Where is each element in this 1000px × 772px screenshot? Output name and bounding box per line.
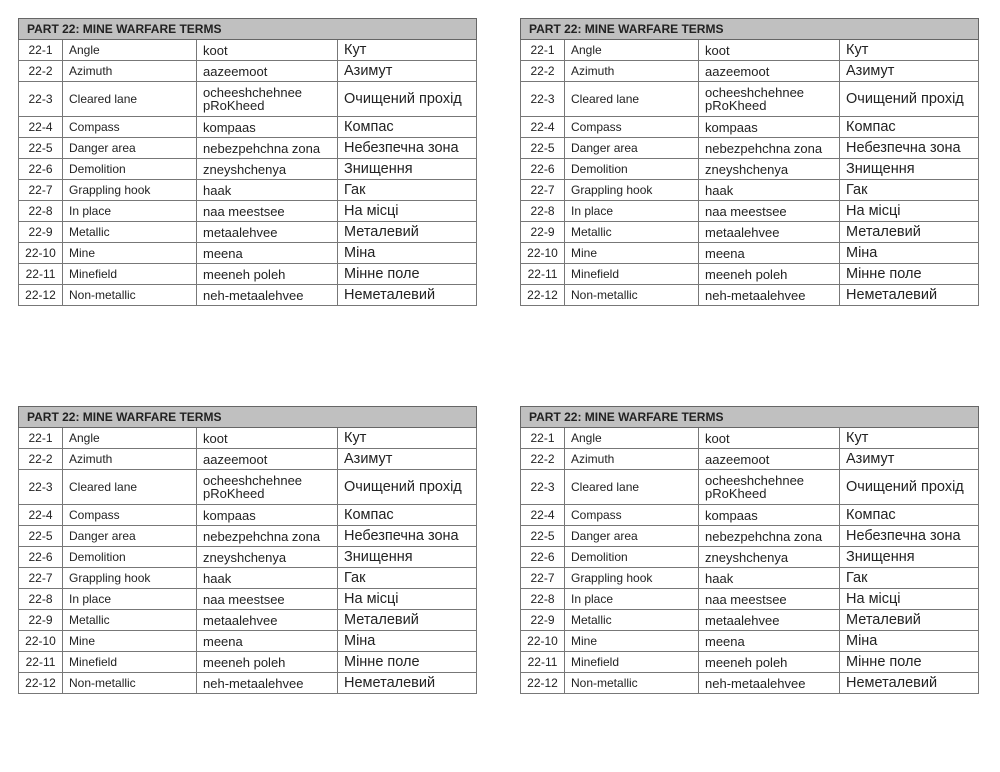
- term-number: 22-9: [521, 610, 565, 631]
- term-english: Compass: [63, 117, 197, 138]
- term-english: Azimuth: [63, 449, 197, 470]
- term-ukrainian: На місці: [338, 201, 477, 222]
- term-english: Grappling hook: [565, 180, 699, 201]
- term-transliteration: naa meestsee: [197, 589, 338, 610]
- term-english: Compass: [63, 505, 197, 526]
- term-transliteration: kompaas: [197, 505, 338, 526]
- term-ukrainian: На місці: [338, 589, 477, 610]
- term-ukrainian: Знищення: [840, 547, 979, 568]
- term-english: Metallic: [63, 222, 197, 243]
- term-transliteration: haak: [699, 568, 840, 589]
- term-ukrainian: Кут: [840, 428, 979, 449]
- term-row: [19, 82, 477, 117]
- term-transliteration: naa meestsee: [699, 589, 840, 610]
- term-english: Grappling hook: [63, 568, 197, 589]
- term-row: [521, 428, 979, 449]
- term-ukrainian: Металевий: [840, 222, 979, 243]
- term-row: [521, 568, 979, 589]
- term-ukrainian: Міна: [338, 243, 477, 264]
- term-english: Minefield: [565, 264, 699, 285]
- term-transliteration: koot: [699, 428, 840, 449]
- term-english: Demolition: [565, 547, 699, 568]
- term-transliteration: neh-metaalehvee: [197, 285, 338, 306]
- term-transliteration: meeneh poleh: [699, 264, 840, 285]
- term-row: [19, 222, 477, 243]
- term-row: [521, 82, 979, 117]
- term-ukrainian: Компас: [840, 117, 979, 138]
- term-number: 22-2: [521, 449, 565, 470]
- term-transliteration: meena: [197, 631, 338, 652]
- term-english: Metallic: [63, 610, 197, 631]
- term-number: 22-3: [521, 82, 565, 117]
- term-row: [19, 243, 477, 264]
- term-ukrainian: Гак: [338, 180, 477, 201]
- term-english: Danger area: [565, 138, 699, 159]
- term-row: [19, 117, 477, 138]
- term-ukrainian: Неметалевий: [338, 285, 477, 306]
- term-ukrainian: Неметалевий: [840, 673, 979, 694]
- term-english: Azimuth: [565, 449, 699, 470]
- term-ukrainian: Міна: [840, 631, 979, 652]
- term-transliteration: neh-metaalehvee: [699, 673, 840, 694]
- term-ukrainian: Очищений прохід: [338, 470, 477, 505]
- term-ukrainian: Знищення: [338, 159, 477, 180]
- term-row: [19, 285, 477, 306]
- term-english: Cleared lane: [565, 82, 699, 117]
- term-ukrainian: Знищення: [338, 547, 477, 568]
- term-row: [19, 180, 477, 201]
- term-ukrainian: На місці: [840, 589, 979, 610]
- term-row: [19, 264, 477, 285]
- term-ukrainian: Очищений прохід: [338, 82, 477, 117]
- term-english: Danger area: [565, 526, 699, 547]
- term-english: Mine: [565, 631, 699, 652]
- term-ukrainian: Компас: [840, 505, 979, 526]
- term-english: Demolition: [63, 159, 197, 180]
- term-row: [521, 652, 979, 673]
- term-ukrainian: Очищений прохід: [840, 82, 979, 117]
- term-row: [521, 285, 979, 306]
- term-english: Cleared lane: [565, 470, 699, 505]
- term-english: In place: [63, 589, 197, 610]
- term-transliteration: nebezpehchna zona: [699, 526, 840, 547]
- term-ukrainian: Небезпечна зона: [338, 138, 477, 159]
- term-card-1: [18, 18, 476, 306]
- term-row: [521, 631, 979, 652]
- term-row: [521, 526, 979, 547]
- term-number: 22-12: [521, 673, 565, 694]
- term-transliteration: zneyshchenya: [197, 547, 338, 568]
- term-number: 22-2: [19, 449, 63, 470]
- term-english: Non-metallic: [565, 285, 699, 306]
- term-english: Compass: [565, 117, 699, 138]
- term-row: [19, 470, 477, 505]
- term-ukrainian: На місці: [840, 201, 979, 222]
- term-ukrainian: Мінне поле: [840, 264, 979, 285]
- term-number: 22-12: [19, 673, 63, 694]
- term-row: [19, 526, 477, 547]
- term-card-4: [520, 406, 978, 694]
- term-row: [521, 589, 979, 610]
- term-transliteration: zneyshchenya: [699, 159, 840, 180]
- term-transliteration: meena: [197, 243, 338, 264]
- term-english: Non-metallic: [565, 673, 699, 694]
- term-english: Angle: [565, 428, 699, 449]
- term-transliteration: metaalehvee: [699, 610, 840, 631]
- card-title: PART 22: MINE WARFARE TERMS: [19, 19, 477, 40]
- term-ukrainian: Гак: [840, 568, 979, 589]
- term-number: 22-6: [19, 547, 63, 568]
- term-english: In place: [63, 201, 197, 222]
- term-english: Grappling hook: [565, 568, 699, 589]
- term-row: [19, 568, 477, 589]
- term-transliteration: aazeemoot: [699, 449, 840, 470]
- term-row: [521, 243, 979, 264]
- term-english: Mine: [63, 631, 197, 652]
- term-number: 22-10: [19, 243, 63, 264]
- term-card-2: [520, 18, 978, 306]
- term-ukrainian: Очищений прохід: [840, 470, 979, 505]
- term-row: [521, 449, 979, 470]
- term-number: 22-10: [521, 631, 565, 652]
- term-number: 22-11: [521, 264, 565, 285]
- term-row: [521, 159, 979, 180]
- term-row: [521, 610, 979, 631]
- term-english: Mine: [565, 243, 699, 264]
- term-english: Non-metallic: [63, 673, 197, 694]
- terms-table: [520, 406, 979, 694]
- term-transliteration: aazeemoot: [699, 61, 840, 82]
- term-ukrainian: Кут: [338, 428, 477, 449]
- terms-table: [18, 406, 477, 694]
- term-ukrainian: Неметалевий: [338, 673, 477, 694]
- term-english: Minefield: [63, 652, 197, 673]
- term-english: Demolition: [63, 547, 197, 568]
- term-number: 22-8: [521, 201, 565, 222]
- term-number: 22-11: [19, 264, 63, 285]
- term-row: [521, 40, 979, 61]
- term-number: 22-10: [521, 243, 565, 264]
- term-number: 22-3: [19, 82, 63, 117]
- term-english: Azimuth: [63, 61, 197, 82]
- term-number: 22-11: [521, 652, 565, 673]
- term-ukrainian: Мінне поле: [338, 652, 477, 673]
- term-transliteration: kompaas: [197, 117, 338, 138]
- term-row: [521, 673, 979, 694]
- term-number: 22-4: [19, 117, 63, 138]
- term-transliteration: meeneh poleh: [197, 264, 338, 285]
- term-transliteration: neh-metaalehvee: [197, 673, 338, 694]
- term-transliteration: meena: [699, 631, 840, 652]
- term-number: 22-7: [19, 568, 63, 589]
- term-number: 22-8: [521, 589, 565, 610]
- term-transliteration: koot: [699, 40, 840, 61]
- term-english: Minefield: [565, 652, 699, 673]
- term-ukrainian: Небезпечна зона: [840, 526, 979, 547]
- term-english: Metallic: [565, 222, 699, 243]
- term-number: 22-5: [19, 526, 63, 547]
- term-transliteration: haak: [197, 568, 338, 589]
- term-number: 22-2: [19, 61, 63, 82]
- term-row: [521, 117, 979, 138]
- term-number: 22-4: [521, 505, 565, 526]
- term-transliteration: ocheeshchehnee pRoKheed: [197, 470, 338, 505]
- term-ukrainian: Металевий: [338, 222, 477, 243]
- term-number: 22-6: [19, 159, 63, 180]
- term-transliteration: haak: [699, 180, 840, 201]
- term-row: [19, 505, 477, 526]
- term-ukrainian: Металевий: [338, 610, 477, 631]
- term-ukrainian: Мінне поле: [338, 264, 477, 285]
- card-title: PART 22: MINE WARFARE TERMS: [521, 19, 979, 40]
- term-ukrainian: Азимут: [338, 61, 477, 82]
- term-number: 22-7: [521, 180, 565, 201]
- term-ukrainian: Металевий: [840, 610, 979, 631]
- term-transliteration: naa meestsee: [197, 201, 338, 222]
- term-english: Mine: [63, 243, 197, 264]
- term-number: 22-3: [521, 470, 565, 505]
- term-transliteration: metaalehvee: [197, 610, 338, 631]
- card-title: PART 22: MINE WARFARE TERMS: [19, 407, 477, 428]
- term-number: 22-4: [19, 505, 63, 526]
- term-card-3: [18, 406, 476, 694]
- term-english: Compass: [565, 505, 699, 526]
- term-english: Metallic: [565, 610, 699, 631]
- term-transliteration: kompaas: [699, 117, 840, 138]
- term-row: [521, 180, 979, 201]
- term-transliteration: haak: [197, 180, 338, 201]
- term-transliteration: nebezpehchna zona: [699, 138, 840, 159]
- term-row: [521, 505, 979, 526]
- term-row: [521, 264, 979, 285]
- term-number: 22-6: [521, 547, 565, 568]
- term-number: 22-7: [19, 180, 63, 201]
- terms-table: [18, 18, 477, 306]
- term-row: [19, 40, 477, 61]
- term-row: [19, 159, 477, 180]
- term-english: Danger area: [63, 138, 197, 159]
- term-transliteration: ocheeshchehnee pRoKheed: [197, 82, 338, 117]
- term-ukrainian: Неметалевий: [840, 285, 979, 306]
- term-transliteration: meena: [699, 243, 840, 264]
- term-ukrainian: Міна: [840, 243, 979, 264]
- term-number: 22-12: [521, 285, 565, 306]
- term-number: 22-9: [521, 222, 565, 243]
- term-english: Grappling hook: [63, 180, 197, 201]
- term-english: Non-metallic: [63, 285, 197, 306]
- term-ukrainian: Гак: [338, 568, 477, 589]
- term-english: Angle: [565, 40, 699, 61]
- term-row: [19, 610, 477, 631]
- term-ukrainian: Небезпечна зона: [840, 138, 979, 159]
- term-transliteration: zneyshchenya: [699, 547, 840, 568]
- term-transliteration: aazeemoot: [197, 61, 338, 82]
- term-ukrainian: Знищення: [840, 159, 979, 180]
- term-transliteration: nebezpehchna zona: [197, 526, 338, 547]
- term-ukrainian: Азимут: [840, 449, 979, 470]
- term-number: 22-1: [521, 428, 565, 449]
- term-row: [19, 673, 477, 694]
- term-english: Azimuth: [565, 61, 699, 82]
- term-number: 22-1: [521, 40, 565, 61]
- term-number: 22-6: [521, 159, 565, 180]
- term-ukrainian: Компас: [338, 117, 477, 138]
- term-number: 22-10: [19, 631, 63, 652]
- term-number: 22-9: [19, 610, 63, 631]
- term-ukrainian: Міна: [338, 631, 477, 652]
- term-english: In place: [565, 589, 699, 610]
- term-number: 22-8: [19, 589, 63, 610]
- term-english: Cleared lane: [63, 82, 197, 117]
- term-number: 22-11: [19, 652, 63, 673]
- term-ukrainian: Азимут: [338, 449, 477, 470]
- term-row: [521, 138, 979, 159]
- term-ukrainian: Азимут: [840, 61, 979, 82]
- term-english: In place: [565, 201, 699, 222]
- term-row: [19, 652, 477, 673]
- term-row: [19, 428, 477, 449]
- term-row: [19, 201, 477, 222]
- term-english: Minefield: [63, 264, 197, 285]
- term-transliteration: aazeemoot: [197, 449, 338, 470]
- term-number: 22-7: [521, 568, 565, 589]
- term-number: 22-12: [19, 285, 63, 306]
- term-ukrainian: Компас: [338, 505, 477, 526]
- term-transliteration: metaalehvee: [699, 222, 840, 243]
- term-number: 22-4: [521, 117, 565, 138]
- term-row: [19, 589, 477, 610]
- term-english: Demolition: [565, 159, 699, 180]
- term-row: [521, 547, 979, 568]
- term-number: 22-2: [521, 61, 565, 82]
- card-title: PART 22: MINE WARFARE TERMS: [521, 407, 979, 428]
- term-ukrainian: Кут: [840, 40, 979, 61]
- term-transliteration: koot: [197, 428, 338, 449]
- term-number: 22-5: [521, 138, 565, 159]
- term-number: 22-3: [19, 470, 63, 505]
- term-number: 22-9: [19, 222, 63, 243]
- term-number: 22-8: [19, 201, 63, 222]
- term-ukrainian: Мінне поле: [840, 652, 979, 673]
- terms-table: [520, 18, 979, 306]
- term-row: [19, 547, 477, 568]
- term-ukrainian: Кут: [338, 40, 477, 61]
- term-row: [521, 222, 979, 243]
- term-number: 22-1: [19, 428, 63, 449]
- term-row: [19, 449, 477, 470]
- term-ukrainian: Небезпечна зона: [338, 526, 477, 547]
- term-transliteration: metaalehvee: [197, 222, 338, 243]
- term-number: 22-5: [521, 526, 565, 547]
- term-english: Danger area: [63, 526, 197, 547]
- term-transliteration: naa meestsee: [699, 201, 840, 222]
- term-transliteration: neh-metaalehvee: [699, 285, 840, 306]
- term-transliteration: meeneh poleh: [197, 652, 338, 673]
- term-english: Cleared lane: [63, 470, 197, 505]
- term-transliteration: ocheeshchehnee pRoKheed: [699, 470, 840, 505]
- term-row: [521, 61, 979, 82]
- term-row: [19, 138, 477, 159]
- term-transliteration: nebezpehchna zona: [197, 138, 338, 159]
- term-english: Angle: [63, 428, 197, 449]
- term-row: [19, 631, 477, 652]
- term-row: [521, 201, 979, 222]
- term-english: Angle: [63, 40, 197, 61]
- term-ukrainian: Гак: [840, 180, 979, 201]
- term-number: 22-5: [19, 138, 63, 159]
- term-transliteration: meeneh poleh: [699, 652, 840, 673]
- term-row: [19, 61, 477, 82]
- term-transliteration: kompaas: [699, 505, 840, 526]
- term-row: [521, 470, 979, 505]
- term-transliteration: ocheeshchehnee pRoKheed: [699, 82, 840, 117]
- term-transliteration: zneyshchenya: [197, 159, 338, 180]
- term-number: 22-1: [19, 40, 63, 61]
- term-transliteration: koot: [197, 40, 338, 61]
